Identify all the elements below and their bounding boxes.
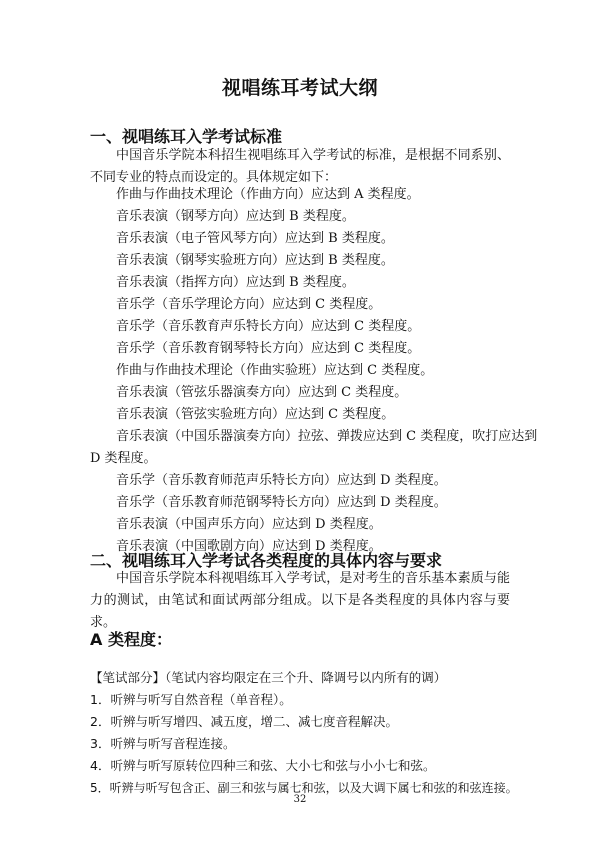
standard-item: 音乐学（音乐学理论方向）应达到 C 类程度。 <box>116 297 382 312</box>
standard-item: 音乐表演（管弦乐器演奏方向）应达到 C 类程度。 <box>116 385 408 400</box>
exam-item: 4．听辨与听写原转位四种三和弦、大小七和弦与小小七和弦。 <box>90 758 436 773</box>
standard-item: 音乐学（音乐教育钢琴特长方向）应达到 C 类程度。 <box>116 341 421 356</box>
exam-item: 3．听辨与听写音程连接。 <box>90 736 236 751</box>
standard-item: 音乐表演（电子管风琴方向）应达到 B 类程度。 <box>116 231 394 246</box>
level-a-heading: A 类程度： <box>90 630 172 649</box>
standard-item: 作曲与作曲技术理论（作曲实验班）应达到 C 类程度。 <box>116 363 434 378</box>
standard-item-continuation: D 类程度。 <box>90 451 157 466</box>
written-exam-label: 【笔试部分】（笔试内容均限定在三个升、降调号以内所有的调） <box>90 670 447 685</box>
standard-item: 音乐表演（钢琴方向）应达到 B 类程度。 <box>116 209 355 224</box>
section-1-intro: 中国音乐学院本科招生视唱练耳入学考试的标准，是根据不同系别、不同专业的特点而设定的。具体规定如下： <box>90 148 510 185</box>
section-2-intro: 中国音乐学院本科视唱练耳入学考试，是对考生的音乐基本素质与能力的测试，由笔试和面试两部分组成。以下是各类程度的具体内容与要求。 <box>90 571 510 630</box>
standard-item: 音乐学（音乐教育声乐特长方向）应达到 C 类程度。 <box>116 319 421 334</box>
standard-item: 音乐表演（钢琴实验班方向）应达到 B 类程度。 <box>116 253 394 268</box>
standard-item: 音乐表演（指挥方向）应达到 B 类程度。 <box>116 275 355 290</box>
page-number: 32 <box>293 794 307 805</box>
exam-item: 2．听辨与听写增四、减五度，增二、减七度音程解决。 <box>90 714 398 729</box>
section-heading-1: 一、视唱练耳入学考试标准 <box>90 127 283 146</box>
page-title: 视唱练耳考试大纲 <box>221 77 378 99</box>
standard-item: 音乐学（音乐教育师范声乐特长方向）应达到 D 类程度。 <box>116 473 447 488</box>
standard-item: 音乐学（音乐教育师范钢琴特长方向）应达到 D 类程度。 <box>116 495 447 510</box>
exam-item: 1．听辨与听写自然音程（单音程）。 <box>90 692 292 707</box>
standard-item: 音乐表演（中国歌剧方向）应达到 D 类程度。 <box>116 539 382 554</box>
standard-item: 音乐表演（管弦实验班方向）应达到 C 类程度。 <box>116 407 395 422</box>
standard-item: 音乐表演（中国声乐方向）应达到 D 类程度。 <box>116 517 382 532</box>
standard-item: 作曲与作曲技术理论（作曲方向）应达到 A 类程度。 <box>116 187 420 202</box>
standard-item: 音乐表演（中国乐器演奏方向）拉弦、弹拨应达到 C 类程度，吹打应达到 <box>116 429 538 444</box>
section-heading-2: 二、视唱练耳入学考试各类程度的具体内容与要求 <box>90 551 443 570</box>
exam-item: 5．听辨与听写包含正、副三和弦与属七和弦，以及大调下属七和弦的和弦连接。 <box>90 781 518 795</box>
